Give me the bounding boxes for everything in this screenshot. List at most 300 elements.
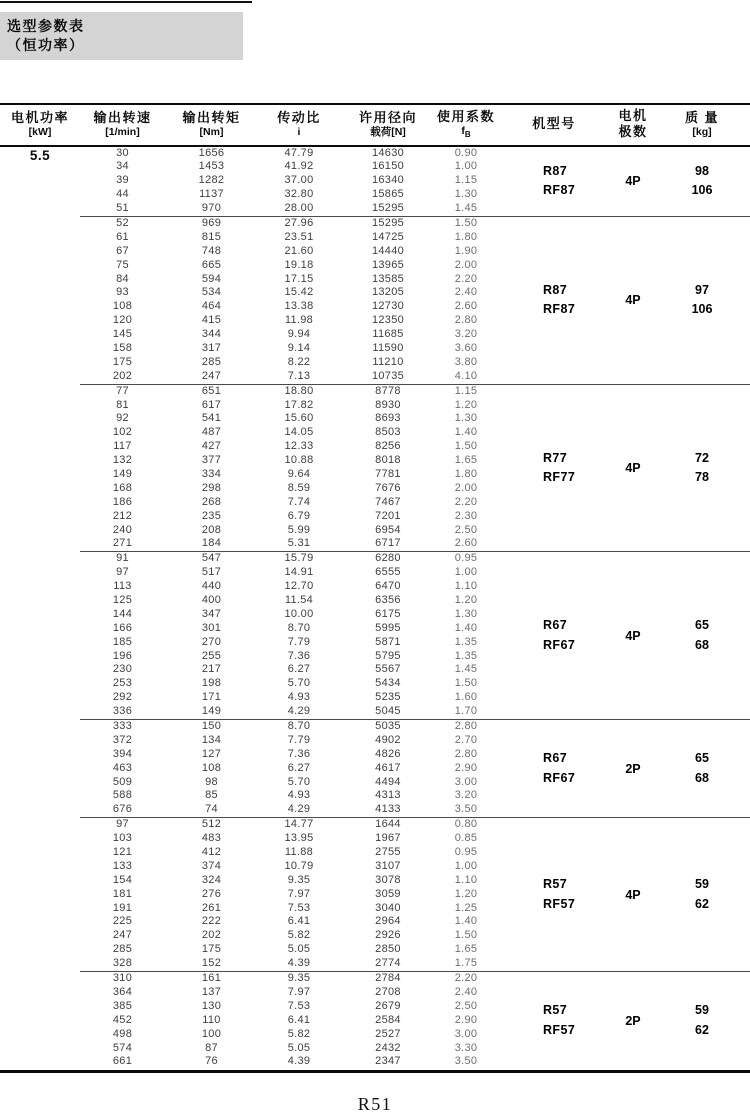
model-label (496, 449, 612, 488)
ratio-cell: 7.13 (287, 369, 311, 382)
table-row (80, 524, 496, 538)
torque-cell: 317 (201, 341, 222, 354)
service-factor-cell: 2.80 (454, 314, 478, 327)
speed-cell: 81 (116, 398, 129, 411)
speed-cell: 498 (112, 1027, 133, 1040)
ratio-cell: 17.82 (284, 398, 314, 411)
block-rows (80, 720, 496, 817)
table-row (80, 888, 496, 902)
table-body (0, 147, 750, 1070)
speed-cell: 166 (112, 621, 133, 634)
mass-line-2: 106 (691, 302, 713, 317)
ratio-cell: 18.80 (284, 384, 314, 397)
service-factor-cell: 1.10 (454, 873, 478, 886)
mass-line-2: 62 (695, 896, 709, 911)
table-row (80, 300, 496, 314)
ratio-cell: 7.53 (287, 901, 311, 914)
service-factor-cell: 0.80 (454, 818, 478, 831)
col-header-mass: 质 量 [kg] (684, 109, 720, 139)
speed-cell: 125 (112, 594, 133, 606)
ratio-cell: 8.22 (287, 355, 311, 368)
speed-cell: 97 (116, 566, 129, 579)
col-header-poles: 电机极数 (618, 108, 648, 140)
service-factor-cell: 2.90 (454, 761, 478, 774)
torque-cell: 184 (201, 537, 222, 550)
radial-load-cell: 3107 (375, 859, 401, 872)
ratio-cell: 14.77 (284, 818, 314, 831)
ratio-cell: 11.54 (284, 594, 314, 606)
ratio-cell: 6.41 (287, 915, 311, 928)
ratio-cell: 14.05 (284, 426, 314, 439)
ratio-cell: 5.05 (287, 1041, 311, 1054)
service-factor-cell: 1.45 (454, 202, 478, 215)
ratio-cell: 15.60 (284, 412, 314, 425)
poles-label: 4P (625, 174, 641, 189)
torque-cell: 276 (201, 887, 222, 900)
table-row (80, 762, 496, 776)
mass-label (654, 616, 750, 655)
service-factor-cell: 1.10 (454, 580, 478, 593)
torque-cell: 235 (201, 509, 222, 522)
ratio-cell: 9.35 (287, 873, 311, 886)
torque-cell: 665 (201, 258, 222, 271)
torque-cell: 217 (201, 663, 222, 676)
table-row (80, 328, 496, 342)
table-row (80, 986, 496, 1000)
service-factor-cell: 1.00 (454, 160, 478, 173)
poles-label: 2P (625, 761, 641, 776)
torque-cell: 1137 (199, 188, 224, 201)
service-factor-cell: 1.40 (454, 426, 478, 439)
ratio-cell: 12.70 (284, 580, 314, 593)
torque-cell: 137 (201, 985, 222, 998)
radial-load-cell: 1644 (375, 818, 401, 831)
ratio-cell: 4.93 (287, 691, 311, 704)
poles-label: 4P (625, 293, 641, 308)
ratio-cell: 9.14 (287, 341, 311, 354)
table-row (80, 663, 496, 677)
table-row (80, 160, 496, 174)
ratio-cell: 7.79 (287, 733, 311, 746)
table-row (80, 705, 496, 719)
speed-cell: 97 (116, 818, 129, 831)
service-factor-cell: 1.30 (454, 607, 478, 620)
torque-cell: 198 (201, 677, 222, 690)
table-row (80, 691, 496, 705)
torque-cell: 1656 (198, 146, 225, 159)
col-header-power: 电机功率 [kW] (10, 109, 69, 139)
ratio-cell: 4.39 (287, 957, 311, 970)
poles-label: 4P (625, 628, 641, 643)
speed-cell: 61 (116, 230, 129, 243)
table-row (80, 902, 496, 916)
speed-cell: 196 (112, 649, 133, 662)
speed-cell: 75 (116, 258, 129, 271)
torque-cell: 85 (205, 789, 218, 802)
service-factor-cell: 2.50 (454, 999, 478, 1012)
speed-cell: 117 (113, 440, 132, 453)
ratio-cell: 32.80 (284, 188, 314, 201)
torque-cell: 1453 (198, 160, 225, 173)
torque-cell: 512 (201, 818, 222, 831)
table-row (80, 818, 496, 832)
torque-cell: 202 (201, 929, 222, 942)
ratio-cell: 8.70 (287, 720, 311, 733)
service-factor-cell: 1.65 (454, 454, 478, 467)
table-row (80, 860, 496, 874)
table-row (80, 537, 496, 551)
table-row (80, 832, 496, 846)
radial-load-cell: 5795 (375, 649, 401, 662)
ratio-cell: 4.93 (287, 789, 311, 802)
radial-load-cell: 4133 (375, 803, 401, 816)
speed-cell: 132 (112, 454, 133, 467)
torque-cell: 110 (202, 1013, 221, 1026)
radial-load-cell: 2527 (375, 1027, 401, 1040)
table-row (80, 566, 496, 580)
torque-cell: 334 (201, 467, 222, 480)
speed-cell: 181 (112, 887, 133, 900)
torque-cell: 541 (201, 412, 222, 425)
torque-cell: 324 (201, 873, 222, 886)
table-row (80, 1055, 496, 1069)
ratio-cell: 47.79 (284, 146, 314, 159)
speed-cell: 51 (116, 202, 129, 215)
radial-load-cell: 3059 (375, 887, 401, 900)
ratio-cell: 4.39 (287, 1055, 311, 1068)
speed-cell: 202 (112, 369, 133, 382)
ratio-cell: 12.33 (284, 440, 314, 453)
ratio-cell: 21.60 (284, 244, 314, 257)
speed-cell: 271 (112, 537, 133, 550)
service-factor-cell: 2.20 (454, 495, 478, 508)
speed-cell: 175 (112, 355, 133, 368)
torque-cell: 76 (205, 1055, 218, 1068)
service-factor-cell: 1.20 (454, 887, 478, 900)
service-factor-cell: 2.20 (454, 272, 478, 285)
torque-cell: 412 (201, 846, 222, 859)
mass-line-2: 106 (691, 183, 713, 198)
radial-load-cell: 5567 (375, 663, 401, 676)
power-value (0, 217, 80, 384)
radial-load-cell: 4617 (375, 761, 401, 774)
service-factor-cell: 1.45 (454, 663, 478, 676)
table-row (80, 468, 496, 482)
radial-load-cell: 12730 (371, 300, 405, 313)
mass-line-2: 62 (695, 1022, 709, 1037)
table-row (80, 957, 496, 971)
torque-cell: 374 (201, 859, 222, 872)
service-factor-cell: 1.15 (454, 174, 478, 187)
speed-cell: 168 (112, 481, 133, 494)
service-factor-cell: 1.35 (454, 649, 478, 662)
service-factor-cell: 1.90 (454, 244, 478, 257)
table-row (80, 217, 496, 231)
mass-line-1: 72 (695, 450, 709, 465)
model-line-1: R77 (543, 450, 568, 465)
service-factor-cell: 2.70 (454, 733, 478, 746)
radial-load-cell: 1967 (375, 832, 401, 845)
radial-load-cell: 14440 (371, 244, 405, 257)
torque-cell: 748 (201, 244, 222, 257)
radial-load-cell: 2679 (375, 999, 401, 1012)
table-row (80, 720, 496, 734)
torque-cell: 301 (201, 621, 222, 634)
speed-cell: 452 (112, 1013, 133, 1026)
torque-cell: 100 (201, 1027, 222, 1040)
ratio-cell: 37.00 (284, 174, 314, 187)
speed-cell: 34 (116, 160, 129, 173)
speed-cell: 145 (112, 328, 133, 341)
torque-cell: 534 (201, 286, 222, 299)
torque-cell: 517 (201, 566, 222, 579)
radial-load-cell: 5434 (375, 677, 401, 690)
radial-load-cell: 5035 (375, 720, 401, 733)
model-line-1: R67 (543, 751, 568, 766)
speed-cell: 336 (112, 705, 133, 718)
speed-cell: 661 (112, 1055, 133, 1068)
radial-load-cell: 6175 (375, 607, 401, 620)
model-label (496, 1001, 612, 1040)
torque-cell: 594 (201, 272, 222, 285)
radial-load-cell: 4494 (375, 775, 401, 788)
torque-cell: 268 (201, 495, 222, 508)
torque-cell: 247 (201, 369, 222, 382)
service-factor-cell: 3.00 (454, 775, 478, 788)
service-factor-cell: 1.80 (454, 467, 478, 480)
ratio-cell: 13.95 (284, 832, 314, 845)
service-factor-cell: 3.30 (454, 1041, 478, 1054)
poles-label: 2P (625, 1013, 641, 1028)
table-row (80, 650, 496, 664)
ratio-cell: 6.27 (287, 761, 311, 774)
torque-cell: 152 (201, 957, 222, 970)
ratio-cell: 6.27 (287, 663, 311, 676)
torque-cell: 98 (205, 775, 218, 788)
radial-load-cell: 4902 (375, 733, 401, 746)
torque-cell: 175 (201, 943, 222, 956)
service-factor-cell: 0.85 (454, 832, 478, 845)
radial-load-cell: 15865 (371, 188, 405, 201)
model-line-1: R87 (543, 163, 568, 178)
service-factor-cell: 1.25 (454, 901, 478, 914)
col-header-model: 机型号 (532, 116, 576, 132)
speed-cell: 676 (112, 803, 133, 816)
torque-cell: 970 (201, 202, 222, 215)
service-factor-cell: 0.90 (454, 146, 478, 159)
service-factor-cell: 1.15 (454, 384, 478, 397)
radial-load-cell: 8503 (375, 426, 401, 439)
mass-label (654, 281, 750, 320)
speed-cell: 39 (116, 174, 129, 187)
ratio-cell: 13.38 (284, 300, 314, 313)
power-value: 5.5 (29, 147, 51, 163)
torque-cell: 400 (201, 594, 222, 606)
model-line-1: R57 (543, 1003, 568, 1018)
service-factor-cell: 1.65 (454, 943, 478, 956)
table-row (80, 874, 496, 888)
radial-load-cell: 4313 (375, 789, 401, 802)
radial-load-cell: 6954 (375, 523, 401, 536)
block-rows (80, 385, 496, 552)
model-line-2: RF57 (543, 896, 576, 911)
ratio-cell: 6.79 (287, 509, 311, 522)
speed-cell: 574 (112, 1041, 133, 1054)
table-row (80, 412, 496, 426)
table-row (80, 426, 496, 440)
model-block (0, 385, 750, 552)
radial-load-cell: 8778 (375, 384, 401, 397)
service-factor-cell: 1.60 (454, 691, 478, 704)
ratio-cell: 7.74 (287, 495, 311, 508)
model-label (496, 749, 612, 788)
ratio-cell: 7.53 (287, 999, 311, 1012)
torque-cell: 255 (201, 649, 222, 662)
radial-load-cell: 8018 (375, 454, 401, 467)
col-header-torque: 输出转矩 [Nm] (182, 109, 241, 139)
table-row (80, 677, 496, 691)
mass-line-1: 59 (695, 877, 709, 892)
mass-line-1: 65 (695, 618, 709, 633)
page-title: 选型参数表 (7, 18, 85, 34)
service-factor-cell: 0.95 (454, 846, 478, 859)
speed-cell: 120 (112, 314, 133, 327)
mass-line-1: 65 (695, 751, 709, 766)
table-row (80, 385, 496, 399)
model-line-2: RF87 (543, 302, 576, 317)
radial-load-cell: 2755 (375, 846, 401, 859)
ratio-cell: 9.35 (287, 972, 311, 985)
ratio-cell: 7.97 (287, 985, 311, 998)
speed-cell: 185 (112, 635, 133, 648)
ratio-cell: 5.70 (287, 775, 311, 788)
torque-cell: 298 (201, 481, 222, 494)
speed-cell: 212 (112, 509, 133, 522)
ratio-cell: 19.18 (284, 258, 314, 271)
table-row (80, 734, 496, 748)
speed-cell: 186 (112, 495, 133, 508)
radial-load-cell: 8693 (375, 412, 401, 425)
service-factor-cell: 1.30 (454, 412, 478, 425)
table-row (80, 440, 496, 454)
speed-cell: 144 (112, 607, 133, 620)
page-number: R51 (357, 1094, 393, 1115)
block-rows (80, 217, 496, 384)
radial-load-cell: 7467 (375, 495, 401, 508)
model-block (0, 552, 750, 719)
radial-load-cell: 15295 (371, 216, 405, 229)
torque-cell: 347 (201, 607, 222, 620)
service-factor-cell: 1.70 (454, 705, 478, 718)
table-row (80, 314, 496, 328)
service-factor-cell: 1.00 (454, 859, 478, 872)
radial-load-cell: 16150 (371, 160, 405, 173)
mass-line-2: 78 (695, 469, 709, 484)
radial-load-cell: 2850 (375, 943, 401, 956)
service-factor-cell: 3.00 (454, 1027, 478, 1040)
model-line-2: RF77 (543, 469, 576, 484)
table-row (80, 1000, 496, 1014)
col-header-ratio: 传动比 i (277, 109, 321, 139)
torque-cell: 134 (201, 733, 222, 746)
radial-load-cell: 2347 (375, 1055, 401, 1068)
service-factor-cell: 2.50 (454, 523, 478, 536)
block-rows (80, 972, 496, 1069)
service-factor-cell: 1.80 (454, 230, 478, 243)
table-row (80, 399, 496, 413)
speed-cell: 30 (116, 146, 129, 159)
service-factor-cell: 3.50 (454, 1055, 478, 1068)
table-row (80, 147, 496, 161)
radial-load-cell: 13585 (371, 272, 405, 285)
table-row (80, 496, 496, 510)
speed-cell: 133 (112, 859, 133, 872)
service-factor-cell: 2.60 (454, 300, 478, 313)
speed-cell: 113 (113, 580, 132, 593)
table-row (80, 1042, 496, 1056)
ratio-cell: 11.88 (284, 846, 314, 859)
ratio-cell: 15.42 (284, 286, 314, 299)
table-row (80, 552, 496, 566)
radial-load-cell: 2432 (375, 1041, 401, 1054)
service-factor-cell: 1.50 (454, 929, 478, 942)
service-factor-cell: 1.20 (454, 398, 478, 411)
ratio-cell: 7.97 (287, 887, 311, 900)
service-factor-cell: 1.75 (454, 957, 478, 970)
table-row (80, 1014, 496, 1028)
radial-load-cell: 8930 (375, 398, 401, 411)
model-line-2: RF57 (543, 1022, 576, 1037)
radial-load-cell: 2774 (375, 957, 401, 970)
service-factor-cell: 1.35 (454, 635, 478, 648)
torque-cell: 617 (201, 398, 222, 411)
service-factor-cell: 3.20 (454, 328, 478, 341)
table-row (80, 231, 496, 245)
mass-label (654, 449, 750, 488)
radial-load-cell: 6717 (375, 537, 401, 550)
ratio-cell: 7.36 (287, 747, 311, 760)
ratio-cell: 28.00 (284, 202, 314, 215)
service-factor-cell: 1.30 (454, 188, 478, 201)
speed-cell: 225 (112, 915, 133, 928)
radial-load-cell: 5235 (375, 691, 401, 704)
ratio-cell: 4.29 (287, 803, 311, 816)
bottom-rule (0, 1070, 750, 1073)
table-row (80, 748, 496, 762)
model-line-1: R57 (543, 877, 568, 892)
torque-cell: 74 (205, 803, 218, 816)
table-row (80, 608, 496, 622)
ratio-cell: 10.00 (284, 607, 314, 620)
table-row (80, 356, 496, 370)
service-factor-cell: 4.10 (454, 369, 478, 382)
radial-load-cell: 2784 (375, 972, 401, 985)
torque-cell: 969 (201, 216, 222, 229)
power-value (0, 552, 80, 719)
speed-cell: 121 (112, 846, 133, 859)
service-factor-cell: 1.50 (454, 677, 478, 690)
block-rows (80, 147, 496, 216)
power-value (0, 972, 80, 1069)
speed-cell: 191 (112, 901, 133, 914)
torque-cell: 130 (201, 999, 222, 1012)
torque-cell: 440 (201, 580, 222, 593)
radial-load-cell: 5045 (375, 705, 401, 718)
radial-load-cell: 3078 (375, 873, 401, 886)
service-factor-cell: 2.00 (454, 481, 478, 494)
table-row (80, 915, 496, 929)
torque-cell: 171 (201, 691, 222, 704)
